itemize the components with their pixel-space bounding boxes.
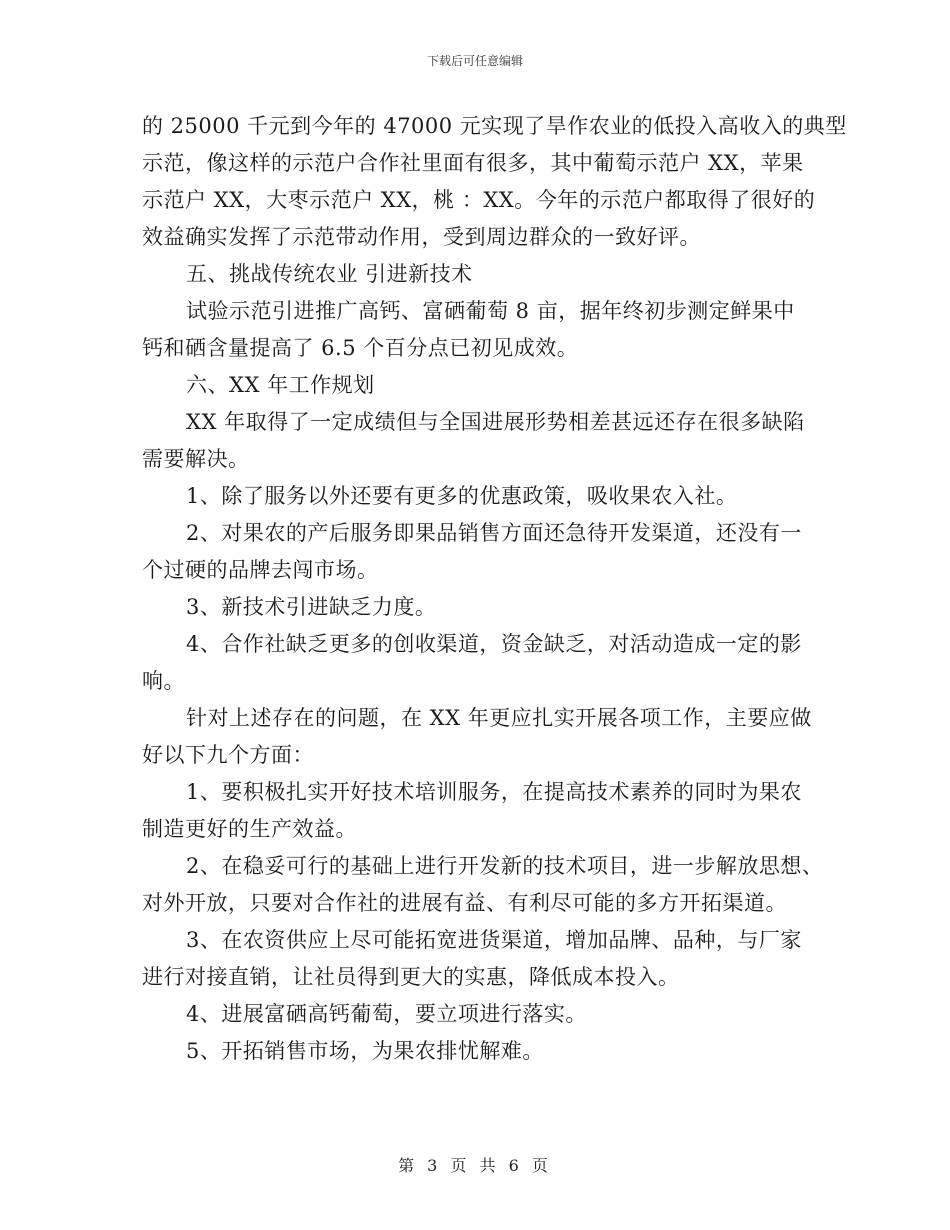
text-line: 需要解决。 xyxy=(142,447,250,471)
text-line: 响。 xyxy=(142,669,185,693)
text-line: 1、要积极扎实开好技术培训服务，在提高技术素养的同时为果农 xyxy=(186,780,802,804)
text-line: 针对上述存在的问题，在 XX 年更应扎实开展各项工作，主要应做 xyxy=(186,706,812,730)
text-line: 试验示范引进推广高钙、富硒葡萄 8 亩，据年终初步测定鲜果中 xyxy=(186,299,795,323)
text-line: 制造更好的生产效益。 xyxy=(142,817,357,841)
text-line: 5、开拓销售市场，为果农排忧解难。 xyxy=(186,1039,544,1063)
text-line: 好以下九个方面： xyxy=(142,743,314,767)
text-line: 3、在农资供应上尽可能拓宽进货渠道，增加品牌、品种，与厂家 xyxy=(186,928,802,952)
text-line: 2、对果农的产后服务即果品销售方面还急待开发渠道，还没有一 xyxy=(186,521,802,545)
text-line: 2、在稳妥可行的基础上进行开发新的技术项目，进一步解放思想、 xyxy=(186,854,824,878)
page-number: 第 3 页 共 6 页 xyxy=(398,1156,552,1175)
text-line: 的 25000 千元到今年的 47000 元实现了旱作农业的低投入高收入的典型 xyxy=(142,114,847,138)
text-line: 示范户 XX，大枣示范户 XX，桃 ：XX。今年的示范户都取得了很好的 xyxy=(142,188,816,212)
text-line: 示范，像这样的示范户合作社里面有很多，其中葡萄示范户 XX，苹果 xyxy=(142,151,804,175)
text-line: 六、XX 年工作规划 xyxy=(186,373,375,397)
text-line: 个过硬的品牌去闯市场。 xyxy=(142,558,379,582)
document-body xyxy=(142,108,847,1070)
text-line: 进行对接直销，让社员得到更大的实惠，降低成本投入。 xyxy=(142,965,680,989)
text-line: 钙和硒含量提高了 6.5 个百分点已初见成效。 xyxy=(142,336,579,360)
text-line: 五、挑战传统农业 引进新技术 xyxy=(186,262,473,286)
text-line: 效益确实发挥了示范带动作用，受到周边群众的一致好评。 xyxy=(142,225,701,249)
text-line: XX 年取得了一定成绩但与全国进展形势相差甚远还存在很多缺陷 xyxy=(186,410,805,434)
text-line: 3、新技术引进缺乏力度。 xyxy=(186,595,437,619)
text-line: 1、除了服务以外还要有更多的优惠政策，吸收果农入社。 xyxy=(186,484,738,508)
page-header: 下载后可任意编辑 xyxy=(426,54,523,68)
text-line: 4、进展富硒高钙葡萄，要立项进行落实。 xyxy=(186,1002,587,1026)
text-line: 对外开放，只要对合作社的进展有益、有利尽可能的多方开拓渠道。 xyxy=(142,891,787,915)
text-line: 4、合作社缺乏更多的创收渠道，资金缺乏，对活动造成一定的影 xyxy=(186,632,802,656)
